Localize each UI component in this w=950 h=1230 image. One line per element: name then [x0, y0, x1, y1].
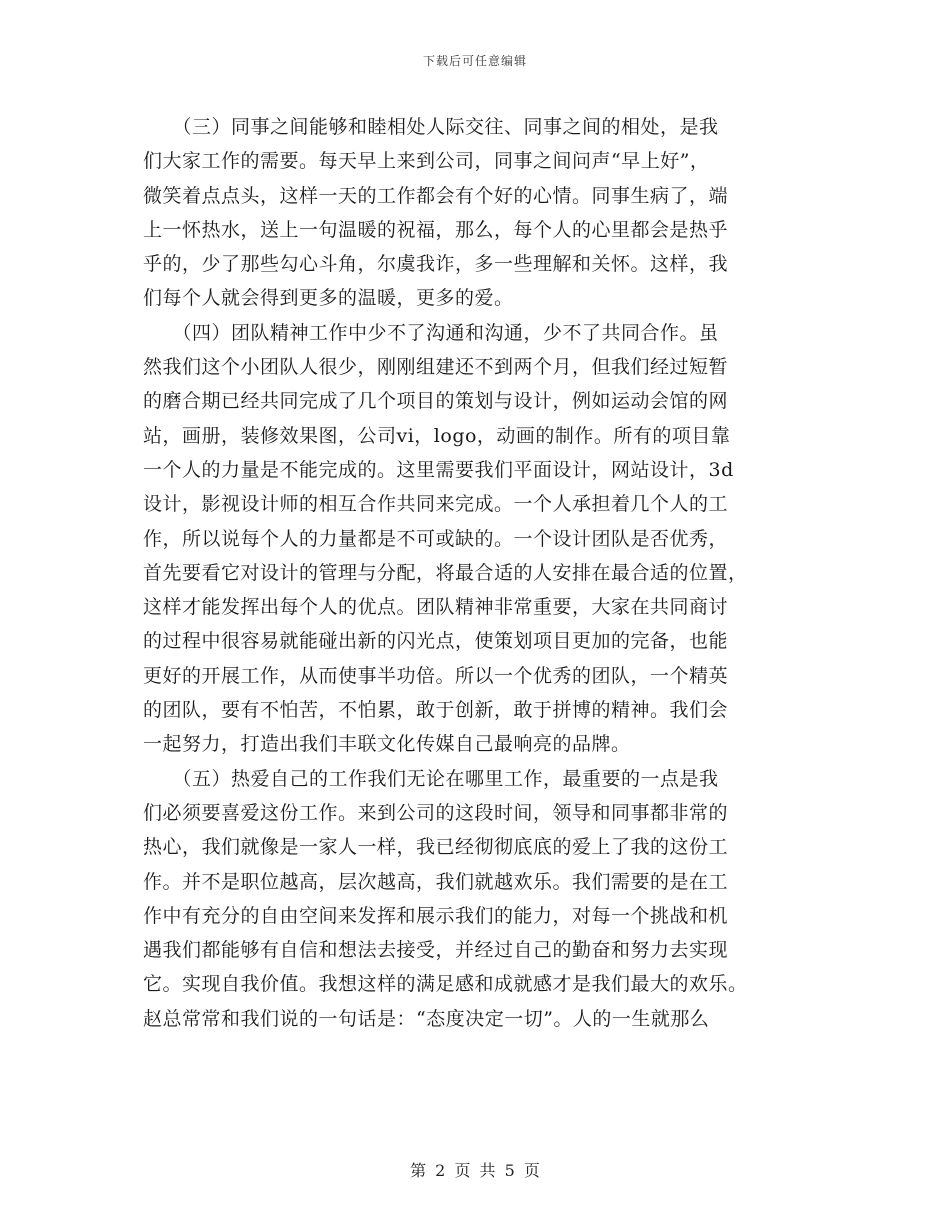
text-line: 微笑着点点头，这样一天的工作都会有个好的心情。同事生病了，端: [143, 184, 729, 207]
text-line: 作，所以说每个人的力量都是不可或缺的。一个设计团队是否优秀，: [143, 527, 729, 550]
text-line: 上一怀热水，送上一句温暖的祝福，那么，每个人的心里都会是热乎: [143, 218, 729, 241]
text-line: 作中有充分的自由空间来发挥和展示我们的能力，对每一个挑战和机: [143, 904, 729, 927]
text-line: 更好的开展工作，从而使事半功倍。所以一个优秀的团队，一个精英: [143, 664, 729, 687]
text-line: 乎的，少了那些勾心斗角，尔虞我诈，多一些理解和关怀。这样，我: [143, 253, 729, 276]
text-line: 遇我们都能够有自信和想法去接受，并经过自己的勤奋和努力去实现: [143, 939, 729, 962]
text-line: 赵总常常和我们说的一句话是：“态度决定一切”。人的一生就那么: [143, 1007, 710, 1030]
paragraph-three: [143, 110, 807, 316]
text-line: 站，画册，装修效果图，公司vi，logo，动画的制作。所有的项目靠: [143, 424, 731, 447]
document-body: [143, 110, 807, 1036]
text-line: 这样才能发挥出每个人的优点。团队精神非常重要，大家在共同商讨: [143, 596, 729, 619]
paragraph-five: [143, 762, 807, 1036]
text-line: 们必须要喜爱这份工作。来到公司的这段时间，领导和同事都非常的: [143, 801, 729, 824]
text-line: （三）同事之间能够和睦相处人际交往、同事之间的相处，是我: [143, 116, 719, 138]
page-number-footer: 第 2 页 共 5 页: [410, 1161, 540, 1180]
paragraph-four: [143, 316, 807, 762]
text-line: 一个人的力量是不能完成的。这里需要我们平面设计，网站设计，3d: [143, 458, 734, 481]
text-line: 热心，我们就像是一家人一样，我已经彻彻底底的爱上了我的这份工: [143, 836, 729, 859]
text-line: 然我们这个小团队人很少，刚刚组建还不到两个月，但我们经过短暂: [143, 356, 729, 379]
page-header: 下载后可任意编辑: [422, 54, 527, 68]
text-line: （四）团队精神工作中少不了沟通和沟通，少不了共同合作。虽: [143, 321, 719, 344]
text-line: 一起努力，打造出我们丰联文化传媒自己最响亮的品牌。: [143, 733, 631, 756]
text-line: （五）热爱自己的工作我们无论在哪里工作，最重要的一点是我: [143, 767, 719, 790]
text-line: 们大家工作的需要。每天早上来到公司，同事之间问声“早上好”，: [143, 150, 710, 173]
text-line: 它。实现自我价值。我想这样的满足感和成就感才是我们最大的欢乐。: [143, 973, 748, 996]
text-line: 首先要看它对设计的管理与分配，将最合适的人安排在最合适的位置，: [143, 561, 748, 584]
text-line: 的过程中很容易就能碰出新的闪光点，使策划项目更加的完备，也能: [143, 630, 729, 653]
text-line: 们每个人就会得到更多的温暖，更多的爱。: [143, 287, 514, 310]
text-line: 的磨合期已经共同完成了几个项目的策划与设计，例如运动会馆的网: [143, 390, 729, 413]
text-line: 设计，影视设计师的相互合作共同来完成。一个人承担着几个人的工: [143, 493, 729, 516]
text-line: 作。并不是职位越高，层次越高，我们就越欢乐。我们需要的是在工: [143, 870, 729, 893]
text-line: 的团队，要有不怕苦，不怕累，敢于创新，敢于拼博的精神。我们会: [143, 699, 729, 722]
